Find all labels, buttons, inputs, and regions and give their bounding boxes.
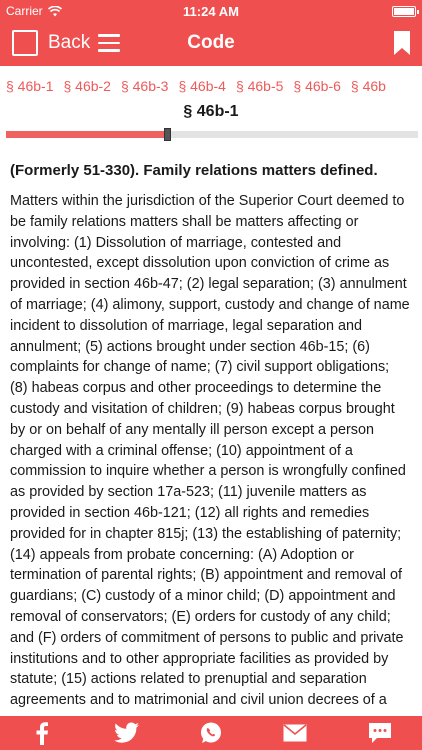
select-checkbox-icon[interactable]: [12, 30, 38, 56]
twitter-icon[interactable]: [114, 720, 140, 746]
section-tab[interactable]: § 46b-4: [178, 78, 226, 94]
slider-fill: [6, 131, 167, 138]
share-toolbar: [0, 716, 422, 750]
section-tab[interactable]: § 46b-5: [235, 78, 284, 94]
facebook-icon[interactable]: [29, 720, 55, 746]
hamburger-menu-icon[interactable]: [98, 34, 120, 52]
status-bar: [0, 0, 422, 22]
message-icon[interactable]: [367, 720, 393, 746]
battery-icon: [392, 6, 416, 17]
section-tab[interactable]: § 46b: [350, 78, 386, 94]
section-tabs: [0, 72, 422, 100]
back-button[interactable]: Back: [48, 32, 91, 53]
nav-bar: [0, 22, 422, 66]
statute-heading: (Formerly 51-330). Family relations matters defined.: [10, 162, 378, 179]
current-section-label: § 46b-1: [183, 103, 239, 120]
mail-icon[interactable]: [282, 720, 308, 746]
slider-handle[interactable]: [164, 128, 171, 141]
bookmark-icon[interactable]: [394, 31, 410, 55]
section-slider[interactable]: [6, 131, 418, 138]
section-tab[interactable]: § 46b-3: [120, 78, 169, 94]
carrier-label: Carrier: [6, 4, 43, 18]
section-tab[interactable]: § 46b-2: [63, 78, 111, 94]
section-tab[interactable]: § 46b-1: [6, 78, 54, 94]
section-tab[interactable]: § 46b-6: [293, 78, 341, 94]
statute-content: [10, 160, 410, 711]
whatsapp-icon[interactable]: [198, 720, 224, 746]
statute-body: Matters within the jurisdiction of the Superior Court deemed to be family relations matters shall be matters affecting or involving: (1) Dissolution of marriage, contested and uncontested, except dissolution upon conviction of crime as provided in section 46b-47; (2) legal separation; (3) annulment of marriage; (4) alimony, support, custody and change of name incident to dissolution of marriage, legal separation and annulment; (5) actions brought under section 46b-15; (6) complaints for change of name; (7) civil support obligations; (8) habeas corpus and other proceedings to determine the custody and visitation of children; (9) habeas corpus brought by or on behalf of any mentally ill person except a person charged with a criminal offense; (10) appointment of a commission to inquire whether a person is wrongfully confined as provided by section 17a-523; (11) juvenile matters as provided in section 46b-121; (12) all rights and remedies provided for in chapter 815j; (13) the establishing of paternity; (14) appeals from probate concerning: (A) Adoption or termination of parental rights; (B) appointment and removal of guardians; (C) custody of a minor child; (D) appointment and removal of conservators; (E) orders for custody of any child; and (F) orders of commitment of persons to public and private institutions and to other appropriate facilities as provided by statute; (15) actions related to prenuptial and separation agreements and to matrimonial and civil union decrees of a: [10, 193, 410, 709]
status-time: 11:24 AM: [183, 3, 239, 19]
page-title: Code: [187, 32, 235, 53]
